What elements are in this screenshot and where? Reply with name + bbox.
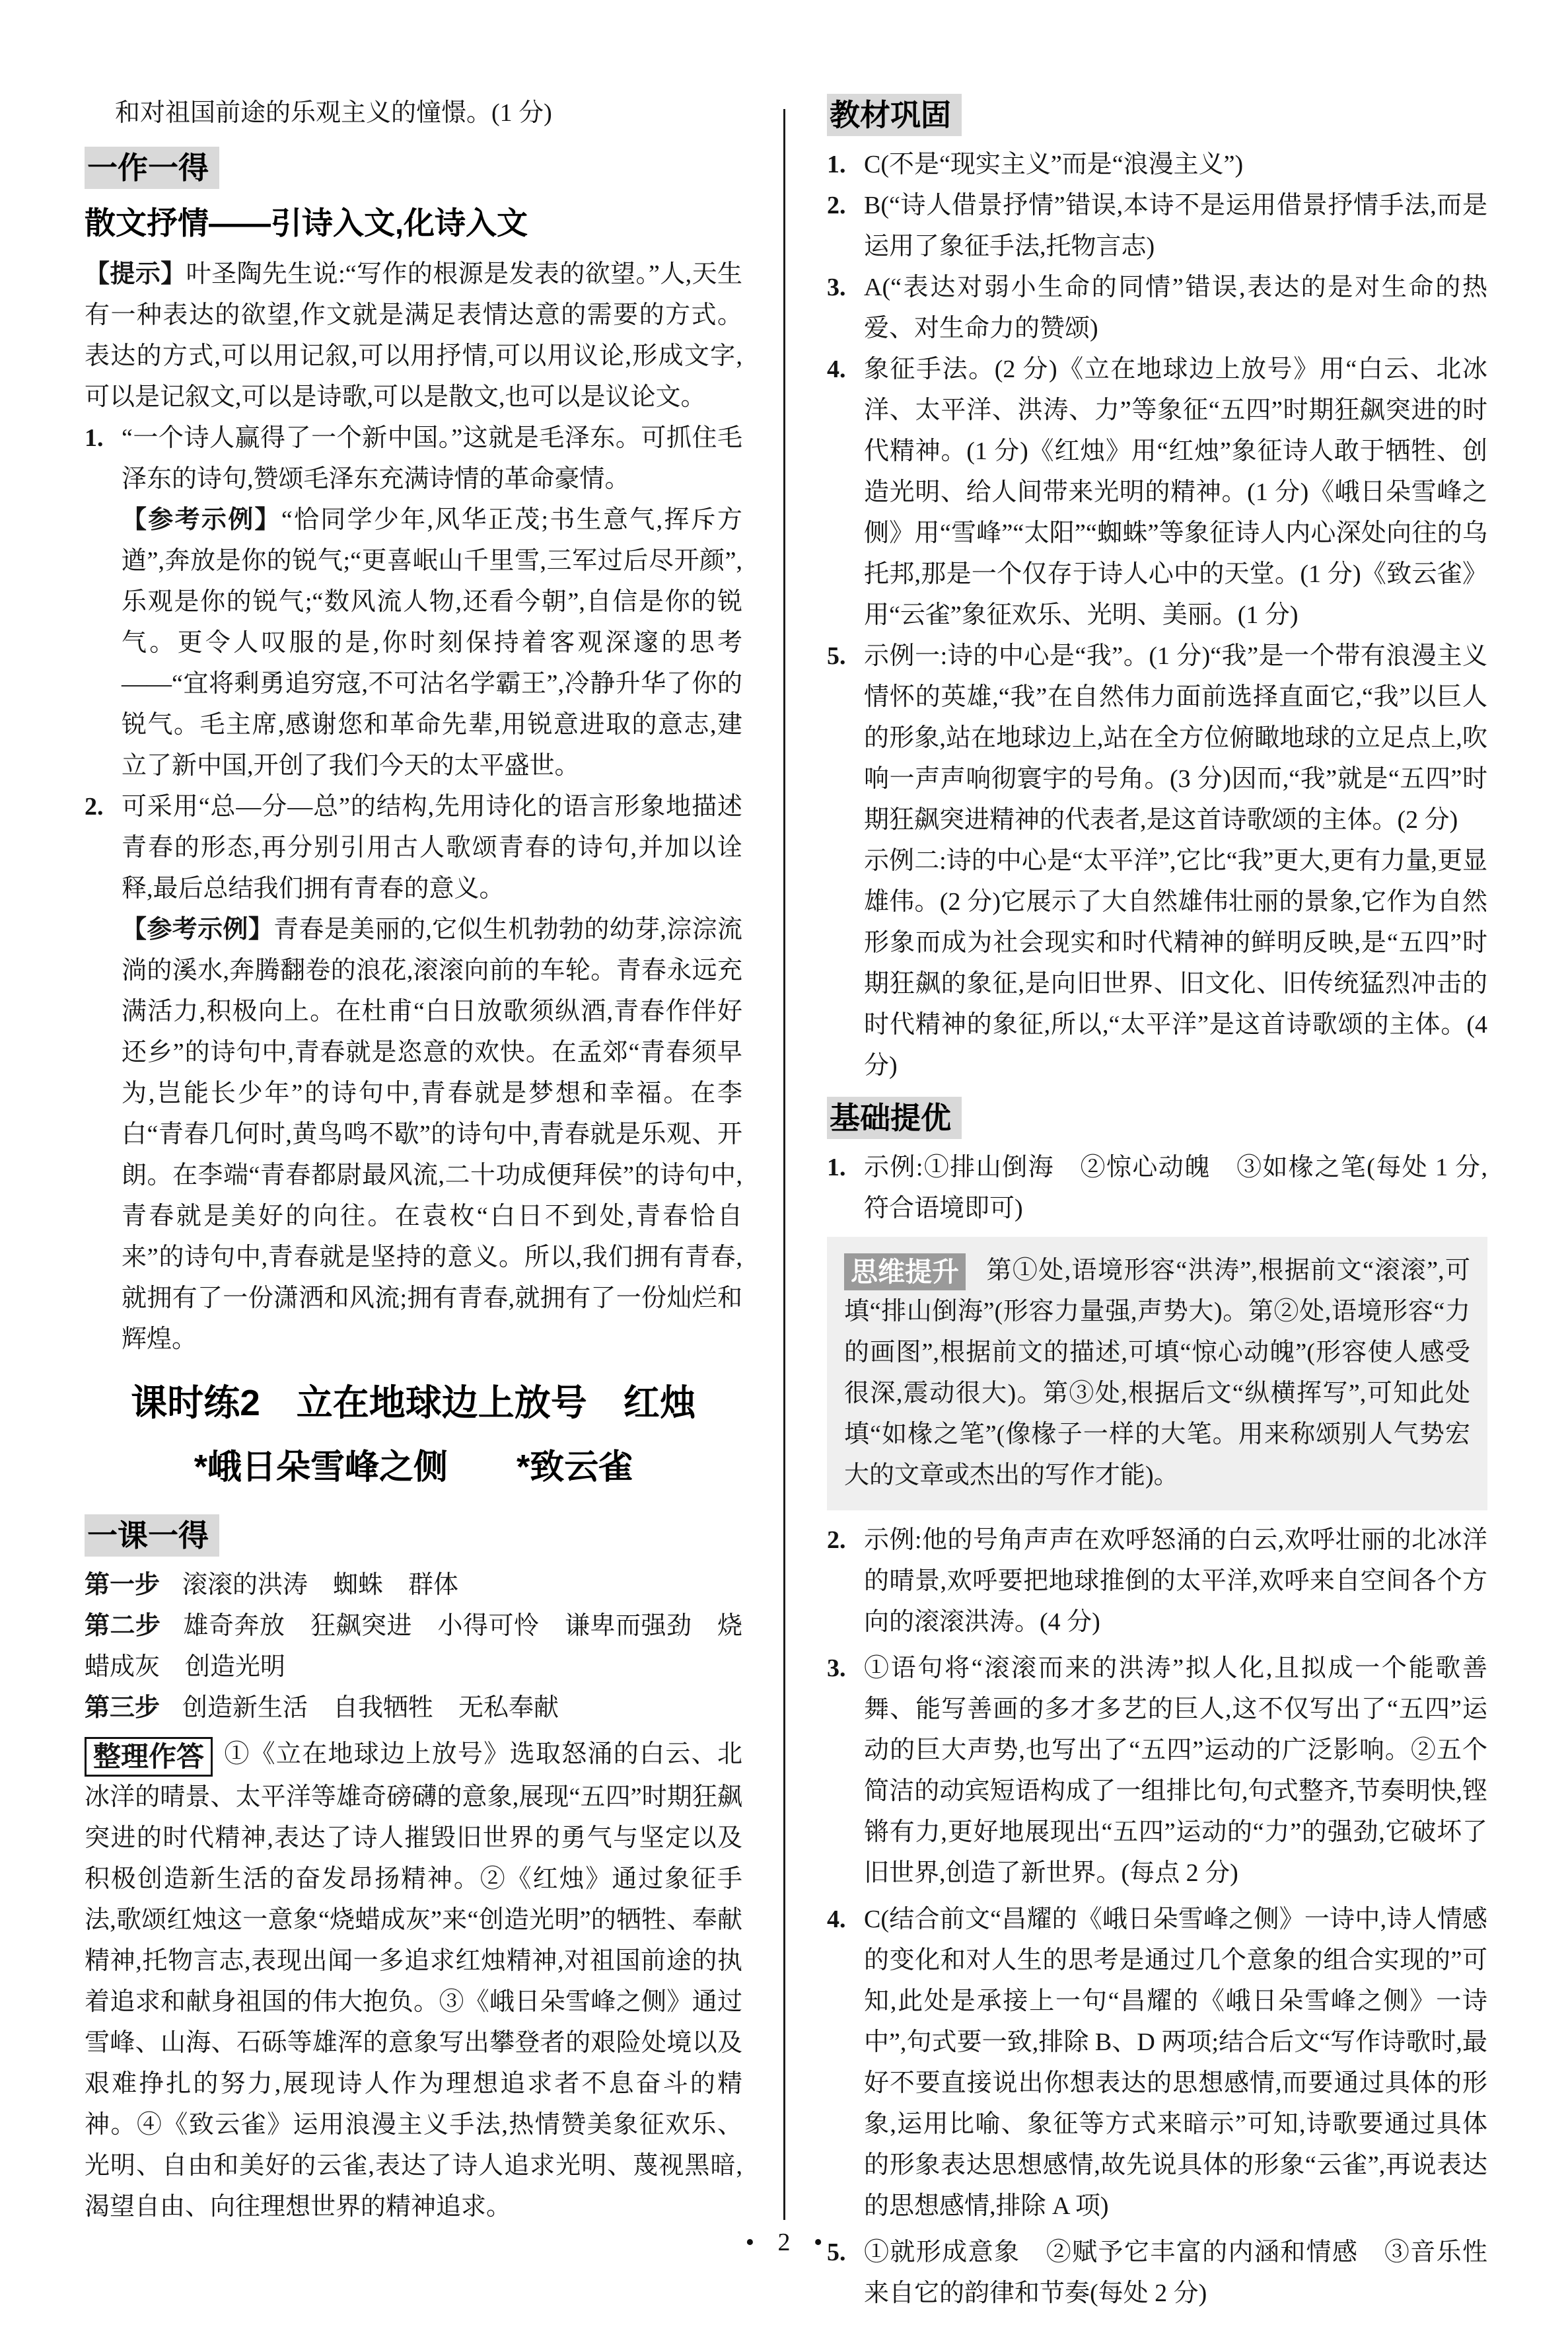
step-label: 第二步 bbox=[85, 1612, 161, 1640]
answer-item bbox=[827, 1899, 1487, 2227]
item-text: 示例一:诗的中心是“我”。(1 分)“我”是一个带有浪漫主义情怀的英雄,“我”在自然伟力面前选择直面它,“我”以巨人的形象,站在地球边上,站在全方位俯瞰地球的立足点上,吹响一声声响彻寰宇的号角。(3 分)因而,“我”就是“五四”时期狂飙突进精神的代表者,是这首诗歌颂的主体。(2 分) bbox=[864, 642, 1487, 834]
item-text: C(不是“现实主义”而是“浪漫主义”) bbox=[864, 151, 1244, 178]
section-header-yikeyide: 一课一得 bbox=[85, 1514, 219, 1557]
item-number: 4. bbox=[827, 1905, 846, 1933]
tip-paragraph bbox=[85, 254, 742, 418]
item-text: A(“表达对弱小生命的同情”错误,表达的是对生命的热爱、对生命力的赞颂) bbox=[864, 274, 1487, 342]
list-item bbox=[85, 418, 742, 786]
answer-item bbox=[827, 144, 1487, 185]
thinking-tip-block bbox=[827, 1237, 1487, 1510]
item-text: ①语句将“滚滚而来的洪涛”拟人化,且拟成一个能歌善舞、能写善画的多才多艺的巨人,这不仅写出了“五四”运动的巨大声势,也写出了“五四”运动的广泛影响。②五个简洁的动宾短语构成了一组排比句,句式整齐,节奏明快,铿锵有力,更好地展现出“五四”运动的“力”的强劲,它破坏了旧世界,创造了新世界。(每点 2 分) bbox=[864, 1654, 1487, 1887]
item-text: C(结合前文“昌耀的《峨日朵雪峰之侧》一诗中,诗人情感的变化和对人生的思考是通过几个意象的组合实现的”可知,此处是承接上一句“昌耀的《峨日朵雪峰之侧》一诗中”,句式要一致,排除 B、D 两项;结合后文“写作诗歌时,最好不要直接说出你想表达的思想感情,而要通过具体的形象,运用比喻、象征等方式来暗示”可知,诗歌要通过具体的形象表达思想感情,故先说具体的形象“云雀”,再说表达的思想感情,排除 A 项) bbox=[864, 1905, 1487, 2220]
section-header-jiaocai: 教材巩固 bbox=[827, 94, 962, 136]
answer-item bbox=[827, 349, 1487, 636]
answer-item bbox=[827, 267, 1487, 349]
summary-label: 整理作答 bbox=[85, 1737, 213, 1777]
item-body bbox=[122, 418, 742, 786]
item-number: 2. bbox=[827, 192, 846, 219]
carryover-line: 和对祖国前途的乐观主义的憧憬。(1 分) bbox=[115, 99, 552, 127]
right-column bbox=[827, 83, 1487, 2314]
example-text: “恰同学少年,风华正茂;书生意气,挥斥方遒”,奔放是你的锐气;“更喜岷山千里雪,三军过后尽开颜”,乐观是你的锐气;“数风流人物,还看今朝”,自信是你的锐气。更令人叹服的是,你时刻保持着客观深邃的思考——“宜将剩勇追穷寇,不可沽名学霸王”,冷静升华了你的锐气。毛主席,感谢您和革命先辈,用锐意进取的意志,建立了新中国,开创了我们今天的太平盛世。 bbox=[122, 506, 742, 780]
item-example bbox=[122, 909, 742, 1360]
summary-text: ①《立在地球边上放号》选取怒涌的白云、北冰洋的晴景、太平洋等雄奇磅礴的意象,展现“五四”时期狂飙突进的时代精神,表达了诗人摧毁旧世界的勇气与坚定以及积极创造新生活的奋发昂扬精神。②《红烛》通过象征手法,歌颂红烛这一意象“烧蜡成灰”来“创造光明”的牺牲、奉献精神,托物言志,表现出闻一多追求红烛精神,对祖国前途的执着追求和献身祖国的伟大抱负。③《峨日朵雪峰之侧》通过雪峰、山海、石砾等雄浑的意象写出攀登者的艰险处境以及艰难挣扎的努力,展现诗人作为理想追求者不息奋斗的精神。④《致云雀》运用浪漫主义手法,热情赞美象征欢乐、光明、自由和美好的云雀,表达了诗人追求光明、蔑视黑暗,渴望自由、向往理想世界的精神追求。 bbox=[85, 1740, 742, 2221]
thinking-text: 第①处,语境形容“洪涛”,根据前文“滚滚”,可填“排山倒海”(形容力量强,声势大)。第②处,语境形容“力的画图”,根据前文的描述,可填“惊心动魄”(形容使人感受很深,震动很大)。第③处,根据后文“纵横挥写”,可知此处填“如椽之笔”(像椽子一样的大笔。用来称颂别人气势宏大的文章或杰出的写作才能)。 bbox=[844, 1257, 1470, 1489]
example-label: 【参考示例】 bbox=[122, 916, 274, 943]
lesson-title-line2: *峨日朵雪峰之侧 *致云雀 bbox=[194, 1448, 633, 1487]
page-number: • 2 • bbox=[745, 2229, 823, 2256]
thinking-label: 思维提升 bbox=[844, 1253, 966, 1290]
item-body bbox=[864, 185, 1487, 267]
column-divider bbox=[783, 109, 785, 2220]
answer-item bbox=[827, 636, 1487, 1086]
tip-text: 叶圣陶先生说:“写作的根源是发表的欲望。”人,天生有一种表达的欲望,作文就是满足表情达意的需要的方式。表达的方式,可以用记叙,可以用抒情,可以用议论,形成文字,可以是记叙文,可以是诗歌,可以是散文,也可以是议论文。 bbox=[85, 260, 742, 411]
answer-item bbox=[827, 1648, 1487, 1894]
answer-item bbox=[827, 185, 1487, 267]
item-body bbox=[864, 267, 1487, 349]
item-number: 4. bbox=[827, 355, 846, 383]
step-row bbox=[85, 1605, 742, 1687]
item-text: “一个诗人赢得了一个新中国。”这就是毛泽东。可抓住毛泽东的诗句,赞颂毛泽东充满诗情的革命豪情。 bbox=[122, 424, 742, 493]
section-yizuoyide bbox=[85, 136, 742, 1360]
item-body bbox=[864, 636, 1487, 1086]
item-number: 5. bbox=[827, 2238, 846, 2266]
section-header-yizuoyide: 一作一得 bbox=[85, 147, 219, 189]
thinking-paragraph bbox=[844, 1250, 1470, 1496]
item-text: ①就形成意象 ②赋予它丰富的内涵和情感 ③音乐性来自它的韵律和节奏(每处 2 分) bbox=[864, 2238, 1487, 2307]
summary-paragraph bbox=[85, 1734, 742, 2227]
item-number: 5. bbox=[827, 642, 846, 670]
step-label: 第一步 bbox=[85, 1571, 160, 1599]
item-text: 可采用“总—分—总”的结构,先用诗化的语言形象地描述青春的形态,再分别引用古人歌颂青春的诗句,并加以诠释,最后总结我们拥有青春的意义。 bbox=[122, 793, 742, 903]
item-number: 2. bbox=[827, 1526, 846, 1554]
item-example bbox=[122, 499, 742, 786]
step-label: 第三步 bbox=[85, 1694, 160, 1722]
lesson-title-line1: 课时练2 立在地球边上放号 红烛 bbox=[131, 1382, 696, 1423]
step-text: 雄奇奔放 狂飙突进 小得可怜 谦卑而强劲 烧蜡成灰 创造光明 bbox=[85, 1612, 742, 1681]
left-column bbox=[85, 92, 742, 2227]
step-row bbox=[85, 1565, 742, 1605]
section-jichu-tiyou bbox=[827, 1086, 1487, 2314]
example-text: 青春是美丽的,它似生机勃勃的幼芽,淙淙流淌的溪水,奔腾翻卷的浪花,滚滚向前的车轮。青春永远充满活力,积极向上。在杜甫“白日放歌须纵酒,青春作伴好还乡”的诗句中,青春就是恣意的欢快。在孟郊“青春须早为,岂能长少年”的诗句中,青春就是梦想和幸福。在李白“青春几何时,黄鸟鸣不歇”的诗句中,青春就是乐观、开朗。在李端“青春都尉最风流,二十功成便拜侯”的诗句中,青春就是美好的向往。在袁枚“白日不到处,青春恰自来”的诗句中,青春就是坚持的意义。所以,我们拥有青春,就拥有了一份潇洒和风流;拥有青春,就拥有了一份灿烂和辉煌。 bbox=[122, 916, 742, 1353]
item-body bbox=[122, 786, 742, 1360]
answer-item bbox=[827, 1147, 1487, 1229]
tip-label: 【提示】 bbox=[85, 260, 186, 288]
item-body bbox=[864, 1648, 1487, 1894]
section-header-jichu: 基础提优 bbox=[827, 1097, 962, 1139]
lesson-title bbox=[85, 1380, 742, 1489]
item-text: B(“诗人借景抒情”错误,本诗不是运用借景抒情手法,而是运用了象征手法,托物言志) bbox=[864, 192, 1487, 260]
item-number: 1. bbox=[85, 424, 104, 452]
item-text: 示例:他的号角声声在欢呼怒涌的白云,欢呼壮丽的北冰洋的晴景,欢呼要把地球推倒的太平洋,欢呼来自空间各个方向的滚滚洪涛。(4 分) bbox=[864, 1526, 1487, 1636]
essay-title: 散文抒情——引诗入文,化诗入文 bbox=[85, 205, 528, 240]
item-number: 1. bbox=[827, 1154, 846, 1181]
item-number: 1. bbox=[827, 151, 846, 178]
step-row bbox=[85, 1687, 742, 1728]
item-text: 象征手法。(2 分)《立在地球边上放号》用“白云、北冰洋、太平洋、洪涛、力”等象征“五四”时期狂飙突进的时代精神。(1 分)《红烛》用“红烛”象征诗人敢于牺牲、创造光明、给人间带来光明的精神。(1 分)《峨日朵雪峰之侧》用“雪峰”“太阳”“蜘蛛”等象征诗人内心深处向往的乌托邦,那是一个仅存于诗人心中的天堂。(1 分)《致云雀》用“云雀”象征欢乐、光明、美丽。(1 分) bbox=[864, 355, 1487, 629]
item-body bbox=[864, 1899, 1487, 2227]
section-yikeyide bbox=[85, 1504, 742, 2227]
list-item bbox=[85, 786, 742, 1360]
item-number: 3. bbox=[827, 274, 846, 301]
item-body bbox=[864, 349, 1487, 636]
item-number: 3. bbox=[827, 1654, 846, 1682]
step-text: 滚滚的洪涛 蜘蛛 群体 bbox=[182, 1571, 459, 1599]
item-body bbox=[864, 144, 1487, 185]
item-body bbox=[864, 1147, 1487, 1229]
example-label: 【参考示例】 bbox=[122, 506, 281, 534]
step-text: 创造新生活 自我牺牲 无私奉献 bbox=[182, 1694, 559, 1722]
item-text: 示例:①排山倒海 ②惊心动魄 ③如椽之笔(每处 1 分,符合语境即可) bbox=[864, 1154, 1487, 1222]
answer-item bbox=[827, 1520, 1487, 1642]
item-body bbox=[864, 1520, 1487, 1642]
section-jiaocai-gonggu bbox=[827, 83, 1487, 1086]
item-number: 2. bbox=[85, 793, 104, 821]
item-text-2: 示例二:诗的中心是“太平洋”,它比“我”更大,更有力量,更显雄伟。(2 分)它展示了大自然雄伟壮丽的景象,它作为自然形象而成为社会现实和时代精神的鲜明反映,是“五四”时期狂飙的象征,是向旧世界、旧文化、旧传统猛烈冲击的时代精神的象征,所以,“太平洋”是这首诗歌颂的主体。(4 分) bbox=[864, 847, 1487, 1080]
